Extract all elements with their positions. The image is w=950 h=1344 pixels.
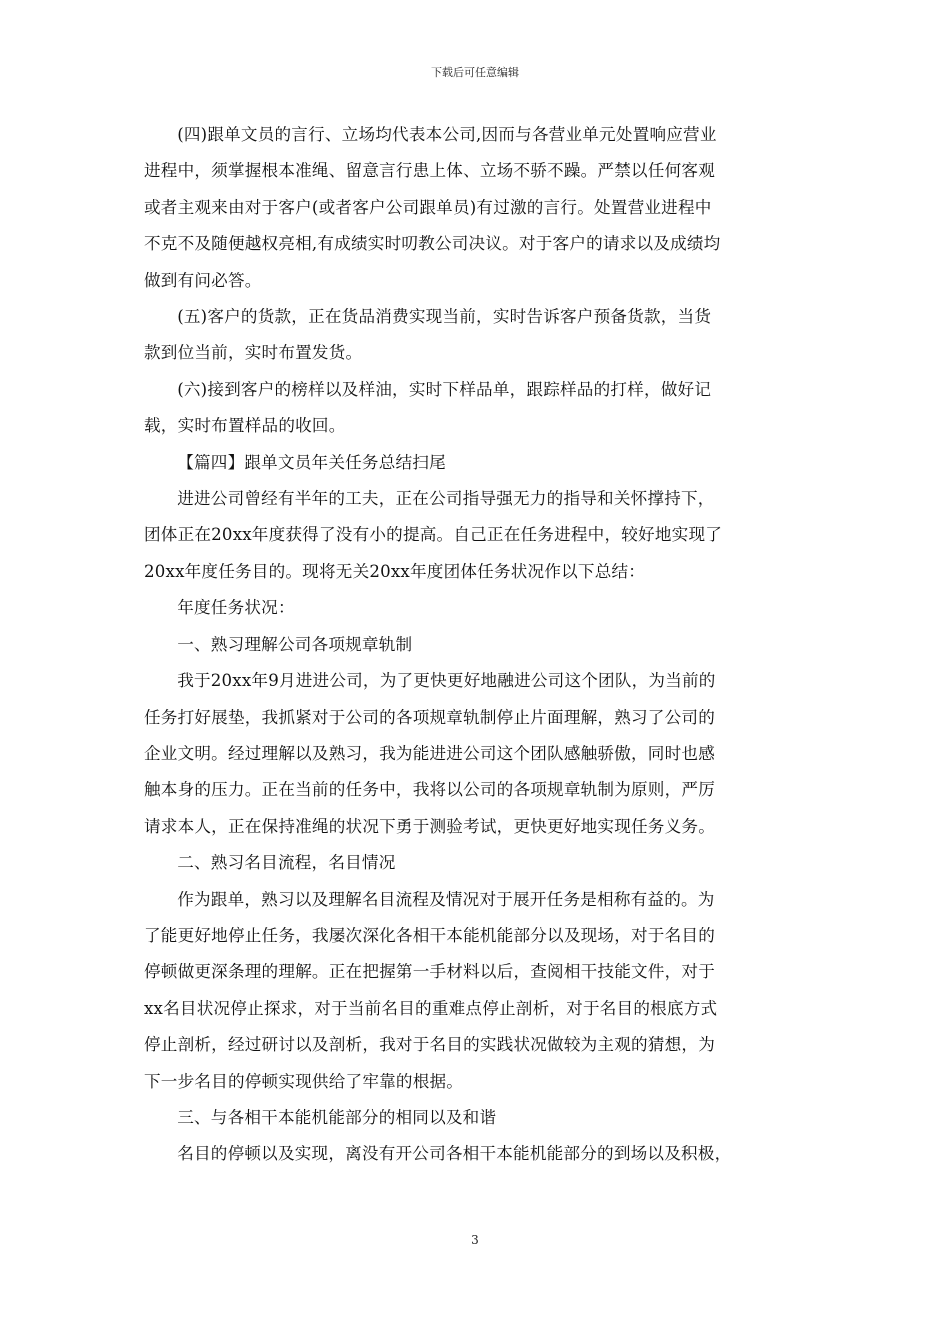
page-header: 下载后可任意编辑: [431, 66, 519, 79]
subheading-3: 三、与各相干本能机能部分的相同以及和谐: [177, 1107, 497, 1127]
document-body: [144, 117, 816, 1173]
section-heading-chapter-4: 【篇四】跟单文员年关任务总结扫尾: [177, 452, 446, 472]
paragraph-project: 作为跟单，熟习以及理解名目流程及情况对于展开任务是相称有益的。为 了能更好地停止任务，我屡次深化各相干本能机能部分以及现场，对于名目的 停顿做更深条理的理解。正在把握第一手材料以后，查阅相干技能文件，对于 xx名目状况停止探求，对于当前名目的重难点停止剖析，对于名目的根底方式 停止剖析，经过研讨以及剖析，我对于名目的实践状况做较为主观的猜想，为 下一步名目的停顿实现供给了牢靠的根据。: [144, 889, 718, 1091]
subheading-1: 一、熟习理解公司各项规章轨制: [177, 634, 413, 654]
paragraph-intro: 进进公司曾经有半年的工夫，正在公司指导强无力的指导和关怀撑持下， 团体正在20xx年度获得了没有小的提高。自己正在任务进程中，较好地实现了 20xx年度任务目的。现将无关20xx年度团体任务状况作以下总结：: [144, 489, 723, 581]
paragraph-item-5: (五)客户的货款，正在货品消费实现当前，实时告诉客户预备货款，当货 款到位当前，实时布置发货。: [144, 307, 712, 363]
paragraph-rules: 我于20xx年9月进进公司，为了更快更好地融进公司这个团队，为当前的 任务打好展垫，我抓紧对于公司的各项规章轨制停止片面理解，熟习了公司的 企业文明。经过理解以及熟习，我为能进进公司这个团队感触骄傲，同时也感 触本身的压力。正在当前的任务中，我将以公司的各项规章轨制为原则，严厉 请求本人，正在保持准绳的状况下勇于测验考试，更快更好地实现任务义务。: [144, 671, 716, 836]
page-number: 3: [471, 1233, 479, 1247]
paragraph-coordination: 名目的停顿以及实现，离没有开公司各相干本能机能部分的到场以及积极，: [177, 1144, 732, 1164]
paragraph-item-4: (四)跟单文员的言行、立场均代表本公司,因而与各营业单元处置响应营业 进程中，须掌握根本准绳、留意言行患上体、立场不骄不躁。严禁以任何客观 或者主观来由对于客户(或者客户公司跟单员)有过激的言行。处置营业进程中 不克不及随便越权亮相,有成绩实时叨教公司决议。对于客户的请求以及成绩均 做到有问必答。: [144, 125, 721, 290]
paragraph-item-6: (六)接到客户的榜样以及样油，实时下样品单，跟踪样品的打样，做好记 载，实时布置样品的收回。: [144, 379, 712, 436]
paragraph-annual-status: 年度任务状况：: [177, 598, 295, 618]
subheading-2: 二、熟习名目流程，名目情况: [177, 853, 396, 873]
